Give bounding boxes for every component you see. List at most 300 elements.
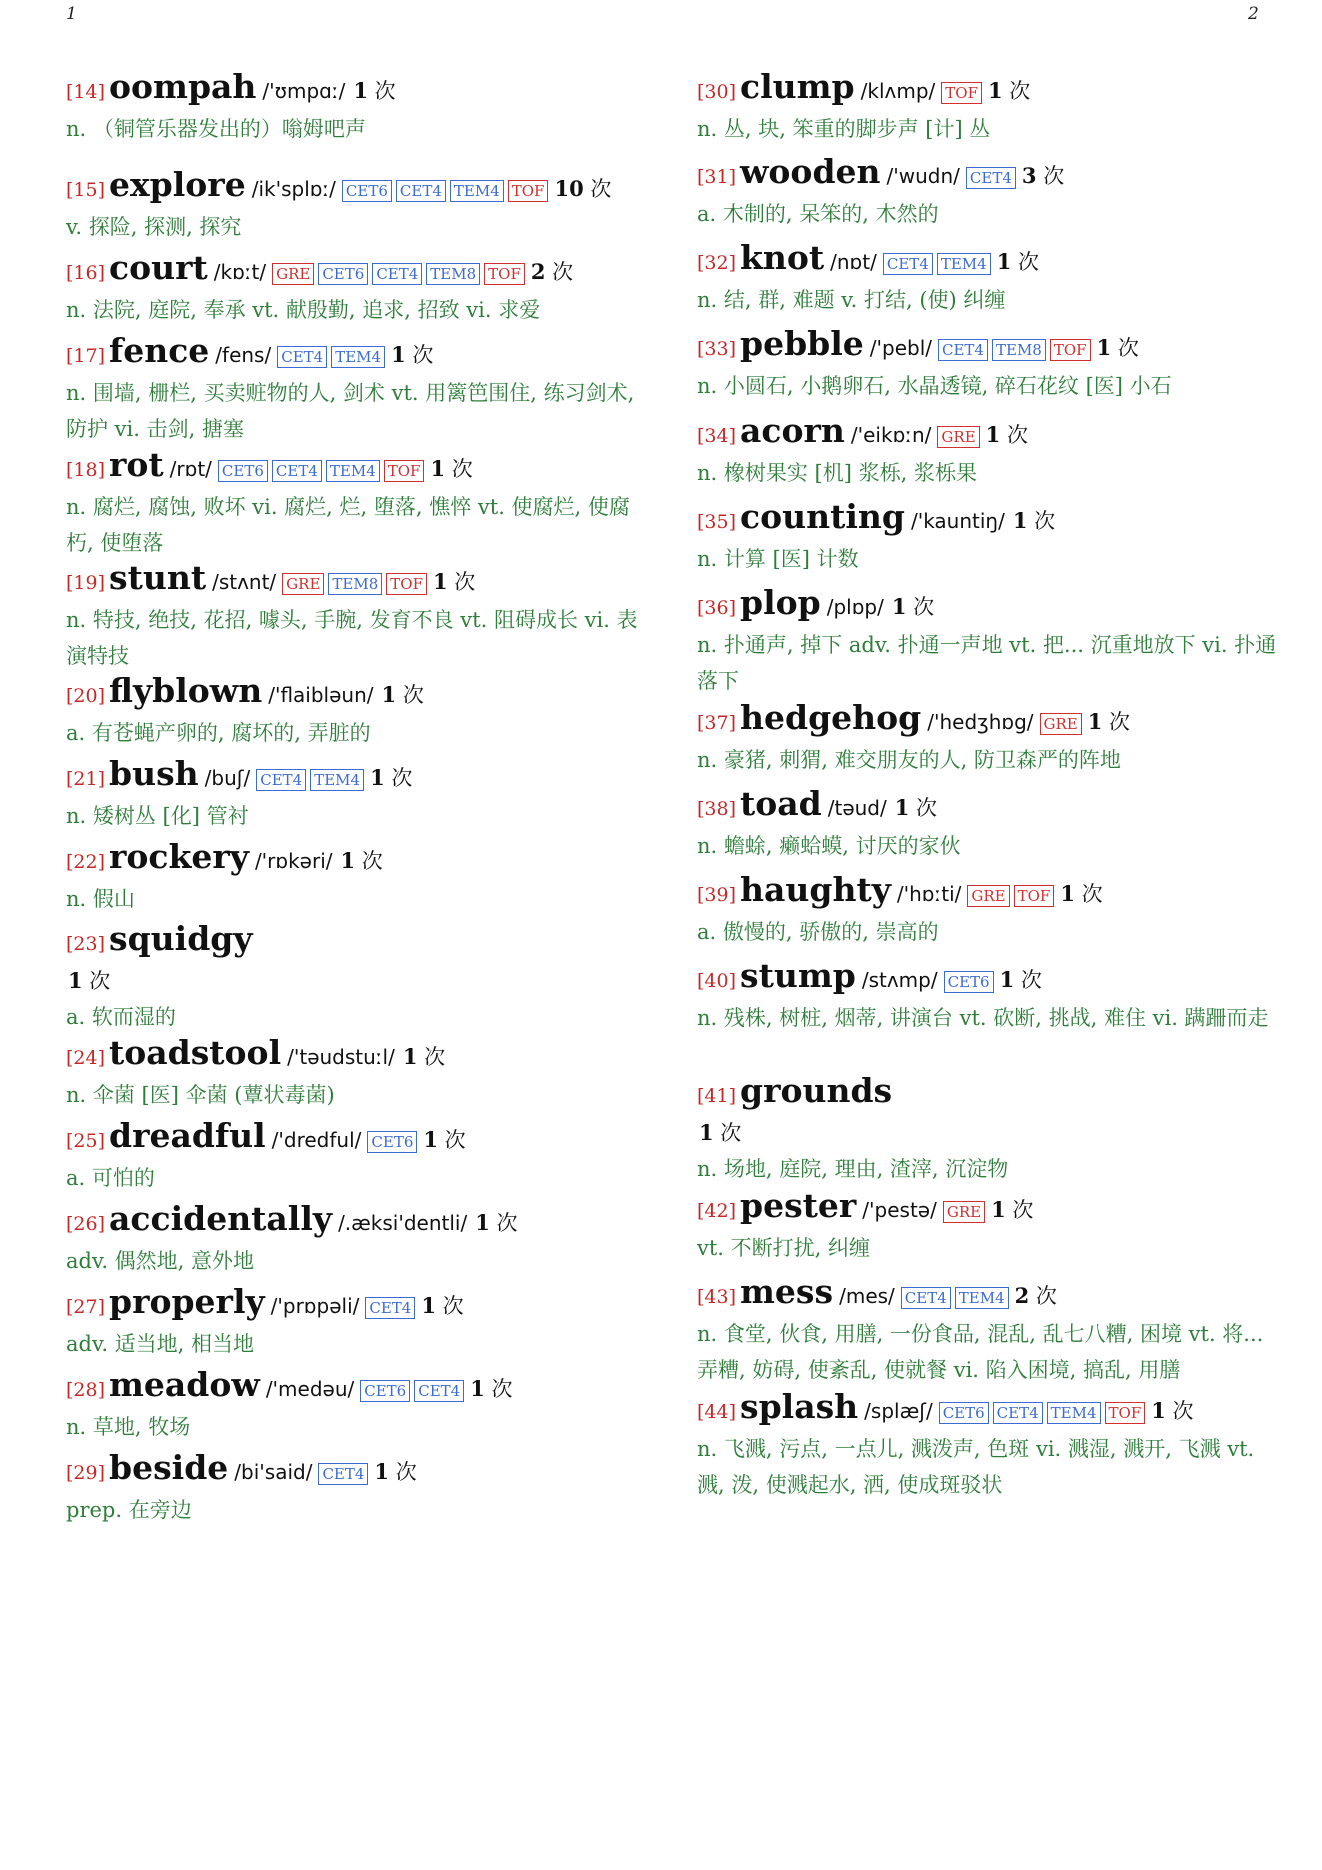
frequency-unit: 次 bbox=[445, 457, 473, 481]
definition: n. 食堂, 伙食, 用膳, 一份食品, 混乱, 乱七八糟, 困境 vt. 将... 弄糟, 妨碍, 使紊乱, 使就餐 vi. 陷入困境, 搞乱, 用膳 bbox=[697, 1322, 1264, 1382]
word-entry bbox=[697, 785, 1277, 864]
phonetic: /'medəu/ bbox=[265, 1377, 355, 1401]
word-entry bbox=[697, 153, 1277, 232]
frequency-unit: 次 bbox=[1029, 1284, 1057, 1308]
phonetic: /'ʊmpɑː/ bbox=[262, 79, 346, 103]
phonetic: /stʌmp/ bbox=[861, 968, 938, 992]
definition: n. 丛, 块, 笨重的脚步声 [计] 丛 bbox=[697, 117, 991, 141]
frequency-count bbox=[423, 1121, 465, 1159]
frequency-number: 1 bbox=[988, 78, 1003, 103]
headword-line bbox=[697, 1388, 1277, 1431]
headword: accidentally bbox=[109, 1199, 333, 1238]
exam-tag-cet4: CET4 bbox=[256, 769, 306, 791]
frequency-number: 1 bbox=[1012, 508, 1028, 533]
headword-line bbox=[697, 498, 1277, 541]
frequency-unit: 次 bbox=[484, 1377, 513, 1401]
frequency-unit: 次 bbox=[1000, 423, 1028, 447]
headword-line bbox=[66, 446, 646, 489]
exam-tag-cet6: CET6 bbox=[939, 1402, 989, 1424]
phonetic: /fens/ bbox=[215, 343, 272, 367]
word-entry bbox=[697, 957, 1277, 1036]
exam-tag-tem4: TEM4 bbox=[450, 180, 504, 202]
frequency-unit: 次 bbox=[396, 683, 424, 707]
frequency-number: 1 bbox=[353, 78, 368, 103]
frequency-count bbox=[1013, 502, 1055, 540]
frequency-unit: 次 bbox=[545, 260, 574, 284]
headword: mess bbox=[740, 1272, 834, 1311]
frequency-unit: 次 bbox=[583, 177, 612, 201]
entry-index: [20] bbox=[66, 685, 106, 707]
entry-index: [35] bbox=[697, 511, 737, 533]
definition: n. 法院, 庭院, 奉承 vt. 献殷勤, 追求, 招致 vi. 求爱 bbox=[66, 298, 541, 322]
frequency-unit: 次 bbox=[417, 1045, 446, 1069]
phonetic: /buʃ/ bbox=[204, 766, 251, 790]
entry-index: [15] bbox=[66, 179, 106, 201]
headword: properly bbox=[109, 1282, 265, 1321]
headword-line bbox=[66, 1117, 646, 1160]
phonetic: /'hedʒhɒg/ bbox=[927, 710, 1034, 734]
phonetic: /'hɒːti/ bbox=[896, 882, 962, 906]
frequency-count bbox=[68, 969, 110, 993]
word-entry bbox=[697, 1072, 1277, 1187]
exam-tag-cet4: CET4 bbox=[396, 180, 446, 202]
exam-tag-cet4: CET4 bbox=[993, 1402, 1043, 1424]
definition: n. 腐烂, 腐蚀, 败坏 vi. 腐烂, 烂, 堕落, 憔悴 vt. 使腐烂, 使腐朽, 使堕落 bbox=[66, 495, 630, 555]
headword-line bbox=[697, 584, 1277, 627]
headword: counting bbox=[740, 497, 905, 536]
frequency-count bbox=[1097, 329, 1139, 367]
frequency-number: 3 bbox=[1021, 163, 1037, 188]
word-entry bbox=[66, 559, 646, 674]
headword: grounds bbox=[740, 1071, 893, 1110]
frequency-count bbox=[1088, 703, 1130, 741]
frequency-count bbox=[1151, 1392, 1193, 1430]
frequency-count bbox=[1060, 875, 1102, 913]
entry-index: [38] bbox=[697, 798, 737, 820]
frequency-count bbox=[374, 1453, 416, 1491]
phonetic: /'kauntiŋ/ bbox=[910, 509, 1005, 533]
phonetic: /nɒt/ bbox=[830, 250, 877, 274]
headword-line bbox=[66, 68, 646, 111]
exam-tag-tof: TOF bbox=[484, 263, 525, 285]
headword-line bbox=[697, 871, 1277, 914]
frequency-number: 1 bbox=[421, 1293, 436, 1318]
definition: n. 橡树果实 [机] 浆栎, 浆栎果 bbox=[697, 461, 977, 485]
word-entry bbox=[66, 920, 646, 1035]
definition: n. 围墙, 栅栏, 买卖赃物的人, 剑术 vt. 用篱笆围住, 练习剑术, 防护 vi. 击剑, 搪塞 bbox=[66, 381, 635, 441]
word-entry bbox=[66, 332, 646, 447]
frequency-count bbox=[353, 72, 395, 110]
frequency-number: 1 bbox=[894, 795, 910, 820]
headword: dreadful bbox=[109, 1116, 266, 1155]
entry-index: [22] bbox=[66, 851, 106, 873]
frequency-number: 1 bbox=[381, 682, 397, 707]
entry-index: [36] bbox=[697, 597, 737, 619]
entry-index: [30] bbox=[697, 81, 737, 103]
entry-index: [44] bbox=[697, 1401, 737, 1423]
frequency-number: 1 bbox=[1060, 881, 1075, 906]
definition: n. 场地, 庭院, 理由, 渣滓, 沉淀物 bbox=[697, 1157, 1009, 1181]
entry-index: [21] bbox=[66, 768, 106, 790]
frequency-number: 1 bbox=[991, 1197, 1006, 1222]
frequency-unit: 次 bbox=[384, 766, 413, 790]
headword: wooden bbox=[740, 152, 881, 191]
frequency-unit: 次 bbox=[909, 796, 938, 820]
phonetic: /mes/ bbox=[839, 1284, 895, 1308]
entry-index: [14] bbox=[66, 81, 106, 103]
headword: rot bbox=[109, 445, 164, 484]
entry-index: [31] bbox=[697, 166, 737, 188]
frequency-count bbox=[554, 170, 611, 208]
word-entry bbox=[66, 166, 646, 245]
exam-tag-cet6: CET6 bbox=[218, 460, 268, 482]
definition: n. 结, 群, 难题 v. 打结, (使) 纠缠 bbox=[697, 288, 1006, 312]
frequency-number: 1 bbox=[68, 968, 83, 993]
frequency-line bbox=[697, 1115, 1277, 1151]
exam-tag-cet6: CET6 bbox=[360, 1380, 410, 1402]
definition: n. 矮树丛 [化] 管衬 bbox=[66, 804, 249, 828]
headword-line bbox=[66, 1034, 646, 1077]
exam-tag-cet4: CET4 bbox=[272, 460, 322, 482]
headword: acorn bbox=[740, 411, 845, 450]
frequency-count bbox=[531, 253, 573, 291]
headword-line bbox=[66, 166, 646, 209]
word-entry bbox=[66, 1034, 646, 1113]
frequency-unit: 次 bbox=[1011, 250, 1039, 274]
exam-tag-cet4: CET4 bbox=[365, 1297, 415, 1319]
frequency-number: 2 bbox=[1014, 1283, 1030, 1308]
frequency-number: 1 bbox=[423, 1127, 438, 1152]
frequency-number: 1 bbox=[985, 422, 1001, 447]
phonetic: /klʌmp/ bbox=[860, 79, 936, 103]
headword-line bbox=[697, 68, 1277, 111]
frequency-unit: 次 bbox=[1111, 336, 1139, 360]
headword-line bbox=[66, 1449, 646, 1492]
entry-index: [18] bbox=[66, 459, 106, 481]
exam-tag-cet6: CET6 bbox=[318, 263, 368, 285]
phonetic: /'dredful/ bbox=[271, 1128, 362, 1152]
headword-line bbox=[697, 412, 1277, 455]
frequency-number: 1 bbox=[891, 594, 907, 619]
exam-tag-cet4: CET4 bbox=[372, 263, 422, 285]
frequency-unit: 次 bbox=[447, 570, 476, 594]
frequency-number: 1 bbox=[391, 342, 406, 367]
headword: stunt bbox=[109, 558, 207, 597]
entry-index: [24] bbox=[66, 1047, 106, 1069]
phonetic: /təud/ bbox=[827, 796, 887, 820]
word-entry bbox=[66, 68, 646, 147]
exam-tag-cet4: CET4 bbox=[277, 346, 327, 368]
phonetic: /'rɒkəri/ bbox=[254, 849, 333, 873]
exam-tag-cet4: CET4 bbox=[414, 1380, 464, 1402]
exam-tag-gre: GRE bbox=[967, 885, 1009, 907]
definition: prep. 在旁边 bbox=[66, 1498, 192, 1522]
page-number-right: 2 bbox=[1248, 4, 1259, 24]
phonetic: /.æksi'dentli/ bbox=[338, 1211, 468, 1235]
frequency-count bbox=[421, 1287, 463, 1325]
headword: squidgy bbox=[109, 919, 253, 958]
definition: adv. 偶然地, 意外地 bbox=[66, 1249, 255, 1273]
frequency-number: 1 bbox=[430, 456, 446, 481]
phonetic: /kɒːt/ bbox=[213, 260, 267, 284]
headword-line bbox=[66, 559, 646, 602]
headword: meadow bbox=[109, 1365, 260, 1404]
definition: n. 伞菌 [医] 伞菌 (蕈状毒菌) bbox=[66, 1083, 335, 1107]
exam-tag-tem8: TEM8 bbox=[426, 263, 480, 285]
headword: fence bbox=[109, 331, 210, 370]
headword: splash bbox=[740, 1387, 859, 1426]
frequency-unit: 次 bbox=[82, 969, 111, 993]
exam-tag-cet6: CET6 bbox=[367, 1131, 417, 1153]
phonetic: /plɒp/ bbox=[826, 595, 884, 619]
frequency-number: 1 bbox=[999, 967, 1015, 992]
definition: n. 豪猪, 刺猬, 难交朋友的人, 防卫森严的阵地 bbox=[697, 748, 1121, 772]
frequency-number: 1 bbox=[1087, 709, 1103, 734]
headword: toadstool bbox=[109, 1033, 282, 1072]
headword-line bbox=[697, 1273, 1277, 1316]
entry-index: [42] bbox=[697, 1200, 737, 1222]
definition: a. 可怕的 bbox=[66, 1166, 155, 1190]
headword: pester bbox=[740, 1186, 857, 1225]
phonetic: /'wudn/ bbox=[886, 164, 960, 188]
headword-line bbox=[66, 920, 646, 963]
headword: rockery bbox=[109, 837, 249, 876]
frequency-count bbox=[986, 416, 1028, 454]
headword: court bbox=[109, 248, 208, 287]
phonetic: /'pestə/ bbox=[862, 1198, 937, 1222]
word-entry bbox=[697, 1187, 1277, 1266]
frequency-unit: 次 bbox=[1102, 710, 1131, 734]
frequency-count bbox=[1015, 1277, 1057, 1315]
headword: hedgehog bbox=[740, 698, 922, 737]
phonetic: /'təudstuːl/ bbox=[287, 1045, 395, 1069]
entry-index: [40] bbox=[697, 970, 737, 992]
headword: toad bbox=[740, 784, 822, 823]
phonetic: /ik'splɒː/ bbox=[251, 177, 336, 201]
definition: n. 扑通声, 掉下 adv. 扑通一声地 vt. 把... 沉重地放下 vi. 扑通落下 bbox=[697, 633, 1277, 693]
word-entry bbox=[697, 584, 1277, 699]
entry-index: [29] bbox=[66, 1462, 106, 1484]
headword: knot bbox=[740, 238, 825, 277]
frequency-count bbox=[699, 1121, 741, 1145]
exam-tag-gre: GRE bbox=[1040, 713, 1082, 735]
headword-line bbox=[66, 1200, 646, 1243]
entry-index: [28] bbox=[66, 1379, 106, 1401]
phonetic: /'pebl/ bbox=[869, 336, 932, 360]
frequency-number: 1 bbox=[1151, 1398, 1166, 1423]
exam-tag-tof: TOF bbox=[508, 180, 549, 202]
entry-index: [39] bbox=[697, 884, 737, 906]
exam-tag-tof: TOF bbox=[1050, 339, 1091, 361]
exam-tag-tem4: TEM4 bbox=[310, 769, 364, 791]
frequency-count bbox=[433, 563, 475, 601]
headword-line bbox=[66, 1283, 646, 1326]
word-entry bbox=[66, 1117, 646, 1196]
headword: oompah bbox=[109, 67, 257, 106]
exam-tag-cet6: CET6 bbox=[944, 971, 994, 993]
frequency-count bbox=[430, 450, 472, 488]
definition: n. 蟾蜍, 癞蛤蟆, 讨厌的家伙 bbox=[697, 834, 961, 858]
frequency-count bbox=[475, 1204, 517, 1242]
exam-tag-cet4: CET4 bbox=[966, 167, 1016, 189]
exam-tag-tem8: TEM8 bbox=[992, 339, 1046, 361]
frequency-unit: 次 bbox=[1005, 1198, 1034, 1222]
word-entry bbox=[66, 1283, 646, 1362]
phonetic: /'prɒpəli/ bbox=[270, 1294, 360, 1318]
headword: explore bbox=[109, 165, 246, 204]
word-entry bbox=[697, 699, 1277, 778]
frequency-unit: 次 bbox=[1002, 79, 1031, 103]
word-entry bbox=[66, 755, 646, 834]
frequency-unit: 次 bbox=[438, 1128, 466, 1152]
frequency-number: 1 bbox=[470, 1376, 485, 1401]
frequency-number: 1 bbox=[1096, 335, 1112, 360]
exam-tag-tem4: TEM4 bbox=[326, 460, 380, 482]
headword-line bbox=[66, 838, 646, 881]
frequency-count bbox=[991, 1191, 1033, 1229]
frequency-unit: 次 bbox=[906, 595, 935, 619]
headword-line bbox=[697, 153, 1277, 196]
phonetic: /splæʃ/ bbox=[864, 1399, 933, 1423]
frequency-unit: 次 bbox=[405, 343, 434, 367]
headword: pebble bbox=[740, 324, 864, 363]
frequency-number: 2 bbox=[530, 259, 546, 284]
word-entry bbox=[66, 838, 646, 917]
exam-tag-tof: TOF bbox=[386, 573, 427, 595]
frequency-number: 1 bbox=[432, 569, 448, 594]
exam-tag-tem4: TEM4 bbox=[331, 346, 385, 368]
phonetic: /'flaibləun/ bbox=[268, 683, 374, 707]
exam-tag-tof: TOF bbox=[1014, 885, 1055, 907]
frequency-unit: 次 bbox=[1074, 882, 1103, 906]
headword-line bbox=[66, 672, 646, 715]
definition: adv. 适当地, 相当地 bbox=[66, 1332, 255, 1356]
word-entry bbox=[66, 1366, 646, 1445]
frequency-count bbox=[382, 676, 424, 714]
exam-tag-tem4: TEM4 bbox=[1047, 1402, 1101, 1424]
exam-tag-cet6: CET6 bbox=[342, 180, 392, 202]
frequency-unit: 次 bbox=[367, 79, 396, 103]
entry-index: [34] bbox=[697, 425, 737, 447]
frequency-unit: 次 bbox=[1014, 968, 1042, 992]
exam-tag-cet4: CET4 bbox=[883, 253, 933, 275]
frequency-unit: 次 bbox=[355, 849, 383, 873]
frequency-count bbox=[1022, 157, 1064, 195]
frequency-number: 1 bbox=[699, 1120, 714, 1145]
exam-tag-gre: GRE bbox=[272, 263, 314, 285]
entry-index: [25] bbox=[66, 1130, 106, 1152]
word-entry bbox=[697, 871, 1277, 950]
headword: beside bbox=[109, 1448, 229, 1487]
word-entry bbox=[697, 412, 1277, 491]
headword-line bbox=[697, 699, 1277, 742]
phonetic: /rɒt/ bbox=[169, 457, 212, 481]
headword-line bbox=[697, 1187, 1277, 1230]
exam-tag-tem4: TEM4 bbox=[937, 253, 991, 275]
exam-tag-tem4: TEM4 bbox=[955, 1287, 1009, 1309]
word-entry bbox=[697, 68, 1277, 147]
entry-index: [16] bbox=[66, 262, 106, 284]
frequency-number: 1 bbox=[340, 848, 356, 873]
definition: n. 小圆石, 小鹅卵石, 水晶透镜, 碎石花纹 [医] 小石 bbox=[697, 374, 1172, 398]
definition: n. （铜管乐器发出的）嗡姆吧声 bbox=[66, 117, 366, 141]
headword-line bbox=[66, 755, 646, 798]
frequency-unit: 次 bbox=[435, 1294, 464, 1318]
phonetic: /bi'said/ bbox=[234, 1460, 313, 1484]
frequency-unit: 次 bbox=[1027, 509, 1056, 533]
headword-line bbox=[66, 249, 646, 292]
headword-line bbox=[66, 1366, 646, 1409]
frequency-line bbox=[66, 963, 646, 999]
entry-index: [23] bbox=[66, 933, 106, 955]
frequency-unit: 次 bbox=[1036, 164, 1065, 188]
entry-index: [27] bbox=[66, 1296, 106, 1318]
frequency-unit: 次 bbox=[489, 1211, 518, 1235]
frequency-number: 1 bbox=[374, 1459, 390, 1484]
headword: stump bbox=[740, 956, 856, 995]
frequency-unit: 次 bbox=[389, 1460, 417, 1484]
exam-tag-cet4: CET4 bbox=[938, 339, 988, 361]
definition: n. 飞溅, 污点, 一点儿, 溅泼声, 色斑 vi. 溅湿, 溅开, 飞溅 vt. 溅, 泼, 使溅起水, 洒, 使成斑驳状 bbox=[697, 1437, 1255, 1497]
headword: haughty bbox=[740, 870, 891, 909]
word-entry bbox=[697, 1388, 1277, 1503]
word-entry bbox=[66, 249, 646, 328]
entry-index: [33] bbox=[697, 338, 737, 360]
definition: n. 假山 bbox=[66, 887, 135, 911]
headword: bush bbox=[109, 754, 199, 793]
frequency-number: 1 bbox=[370, 765, 385, 790]
phonetic: /'eikɒːn/ bbox=[850, 423, 932, 447]
frequency-count bbox=[892, 588, 934, 626]
entry-index: [41] bbox=[697, 1085, 737, 1107]
frequency-number: 1 bbox=[402, 1044, 418, 1069]
frequency-count bbox=[997, 243, 1039, 281]
frequency-unit: 次 bbox=[713, 1121, 742, 1145]
definition: n. 残株, 树桩, 烟蒂, 讲演台 vt. 砍断, 挑战, 难住 vi. 蹒跚而走 bbox=[697, 1006, 1269, 1030]
frequency-number: 1 bbox=[996, 249, 1012, 274]
exam-tag-gre: GRE bbox=[943, 1201, 985, 1223]
definition: n. 特技, 绝技, 花招, 噱头, 手腕, 发育不良 vt. 阻碍成长 vi. 表演特技 bbox=[66, 608, 638, 668]
word-entry bbox=[697, 239, 1277, 318]
frequency-unit: 次 bbox=[1165, 1399, 1194, 1423]
definition: vt. 不断打扰, 纠缠 bbox=[697, 1236, 871, 1260]
exam-tag-gre: GRE bbox=[937, 426, 979, 448]
definition: a. 傲慢的, 骄傲的, 崇高的 bbox=[697, 920, 939, 944]
word-entry bbox=[66, 1200, 646, 1279]
exam-tag-tem8: TEM8 bbox=[328, 573, 382, 595]
headword-line bbox=[697, 325, 1277, 368]
exam-tag-tof: TOF bbox=[1105, 1402, 1146, 1424]
headword-line bbox=[697, 1072, 1277, 1115]
frequency-count bbox=[895, 789, 937, 827]
exam-tag-cet4: CET4 bbox=[318, 1463, 368, 1485]
word-entry bbox=[66, 1449, 646, 1528]
entry-index: [43] bbox=[697, 1286, 737, 1308]
frequency-number: 10 bbox=[554, 176, 584, 201]
headword-line bbox=[697, 957, 1277, 1000]
page-number-left: 1 bbox=[66, 4, 77, 24]
frequency-number: 1 bbox=[475, 1210, 490, 1235]
entry-index: [17] bbox=[66, 345, 106, 367]
exam-tag-tof: TOF bbox=[941, 82, 982, 104]
frequency-count bbox=[988, 72, 1030, 110]
definition: a. 软而湿的 bbox=[66, 1005, 176, 1029]
entry-index: [32] bbox=[697, 252, 737, 274]
exam-tag-cet4: CET4 bbox=[901, 1287, 951, 1309]
definition: n. 草地, 牧场 bbox=[66, 1415, 191, 1439]
headword: flyblown bbox=[109, 671, 263, 710]
entry-index: [26] bbox=[66, 1213, 106, 1235]
